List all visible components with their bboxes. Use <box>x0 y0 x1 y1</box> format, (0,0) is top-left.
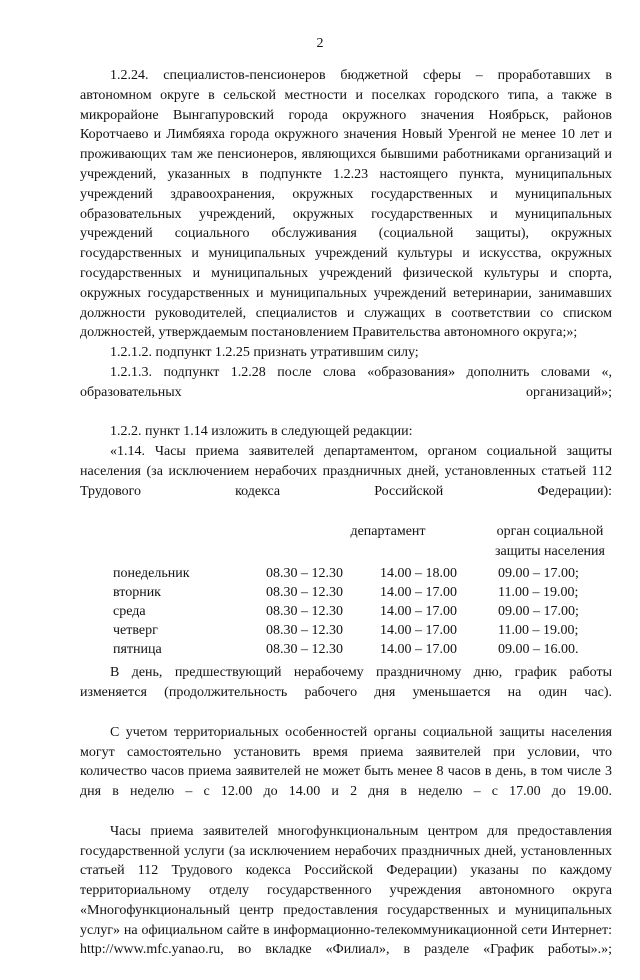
schedule-dept-morning: 08.30 – 12.30 <box>266 642 343 658</box>
paragraph-pre-holiday: В день, предшествующий нерабочему праздничному дню, график работы изменяется (продолжительность рабочего дня уменьшается на один час). <box>80 665 612 701</box>
schedule-dept-afternoon: 14.00 – 17.00 <box>380 642 457 658</box>
header-social-protection-line1: орган социальной <box>496 524 604 540</box>
schedule-day: понедельник <box>113 566 190 582</box>
page-number: 2 <box>316 36 324 51</box>
paragraph-mfc-hours: Часы приема заявителей многофункциональным центром для предоставления государственной услуги (за исключением нерабочих праздничных дней, установленных статьей 112 Трудового кодекса Российской Федерации) указаны по каждому территориальному отделу государственного учреждения автономного округа «Многофункциональный центр предоставления государственных и муниципальных услуг» на официальном сайте в информационно-телекоммуникационной сети Интернет: http://www.mfc.yanao.ru, во вкладке «Филиал», в разделе «График работы».»; <box>80 823 612 958</box>
schedule-dept-morning: 08.30 – 12.30 <box>266 566 343 582</box>
paragraph-1-2-1-3: 1.2.1.3. подпункт 1.2.28 после слова «образования» дополнить словами «, образовательных организаций»; <box>80 364 612 400</box>
schedule-social: 11.00 – 19.00; <box>498 623 579 639</box>
schedule-social: 09.00 – 17.00; <box>498 604 579 620</box>
paragraph-1-2-2: 1.2.2. пункт 1.14 изложить в следующей редакции: <box>110 424 413 440</box>
reception-schedule-table <box>80 521 612 663</box>
schedule-dept-afternoon: 14.00 – 18.00 <box>380 566 457 582</box>
schedule-social: 09.00 – 17.00; <box>498 566 579 582</box>
schedule-social: 11.00 – 19.00; <box>498 585 579 601</box>
schedule-day: пятница <box>113 642 162 658</box>
header-department: департамент <box>350 524 426 540</box>
schedule-dept-afternoon: 14.00 – 17.00 <box>380 585 457 601</box>
schedule-day: вторник <box>113 585 161 601</box>
schedule-dept-morning: 08.30 – 12.30 <box>266 623 343 639</box>
schedule-day: среда <box>113 604 146 620</box>
paragraph-1-14: «1.14. Часы приема заявителей департаментом, органом социальной защиты населения (за исключением нерабочих праздничных дней, установленных статьей 112 Трудового кодекса Российской Федерации): <box>80 444 612 499</box>
schedule-dept-morning: 08.30 – 12.30 <box>266 585 343 601</box>
schedule-day: четверг <box>113 623 158 639</box>
document-body <box>80 66 612 980</box>
paragraph-territorial: С учетом территориальных особенностей органы социальной защиты населения могут самостоятельно установить время приема заявителей при условии, что количество часов приема заявителей не может быть менее 8 часов в день, в том числе 3 дня в неделю – с 12.00 до 14.00 и 2 дня в неделю – с 17.00 до 19.00. <box>80 724 612 800</box>
paragraph-1-2-24: 1.2.24. специалистов-пенсионеров бюджетной сферы – проработавших в автономном округе в сельской местности и поселках городского типа, а также в микрорайоне Вынгапуровский города окружного значения Ноябрьск, районов Коротчаево и Лимбяяха города окружного значения Новый Уренгой не менее 10 лет и проживающих там же пенсионеров, являющихся бывшими работниками организаций и учреждений, указанных в подпункте 1.2.23 настоящего пункта, муниципальных учреждений здравоохранения, окружных государственных и муниципальных образовательных учреждений, окружных государственных и муниципальных учреждений социального обслуживания (социальной защиты), окружных государственных и муниципальных учреждений культуры и искусства, окружных государственных и муниципальных учреждений физической культуры и спорта, окружных государственных и муниципальных учреждений ветеринарии, занимавших должности руководителей, специалистов и служащих в соответствии со списком должностей, утверждаемым постановлением Правительства автономного округа;»; <box>80 68 612 341</box>
paragraph-1-2-1-2: 1.2.1.2. подпункт 1.2.25 признать утратившим силу; <box>110 345 419 361</box>
schedule-dept-afternoon: 14.00 – 17.00 <box>380 623 457 639</box>
header-social-protection-line2: защиты населения <box>495 544 605 560</box>
schedule-dept-morning: 08.30 – 12.30 <box>266 604 343 620</box>
schedule-dept-afternoon: 14.00 – 17.00 <box>380 604 457 620</box>
schedule-social: 09.00 – 16.00. <box>498 642 579 658</box>
